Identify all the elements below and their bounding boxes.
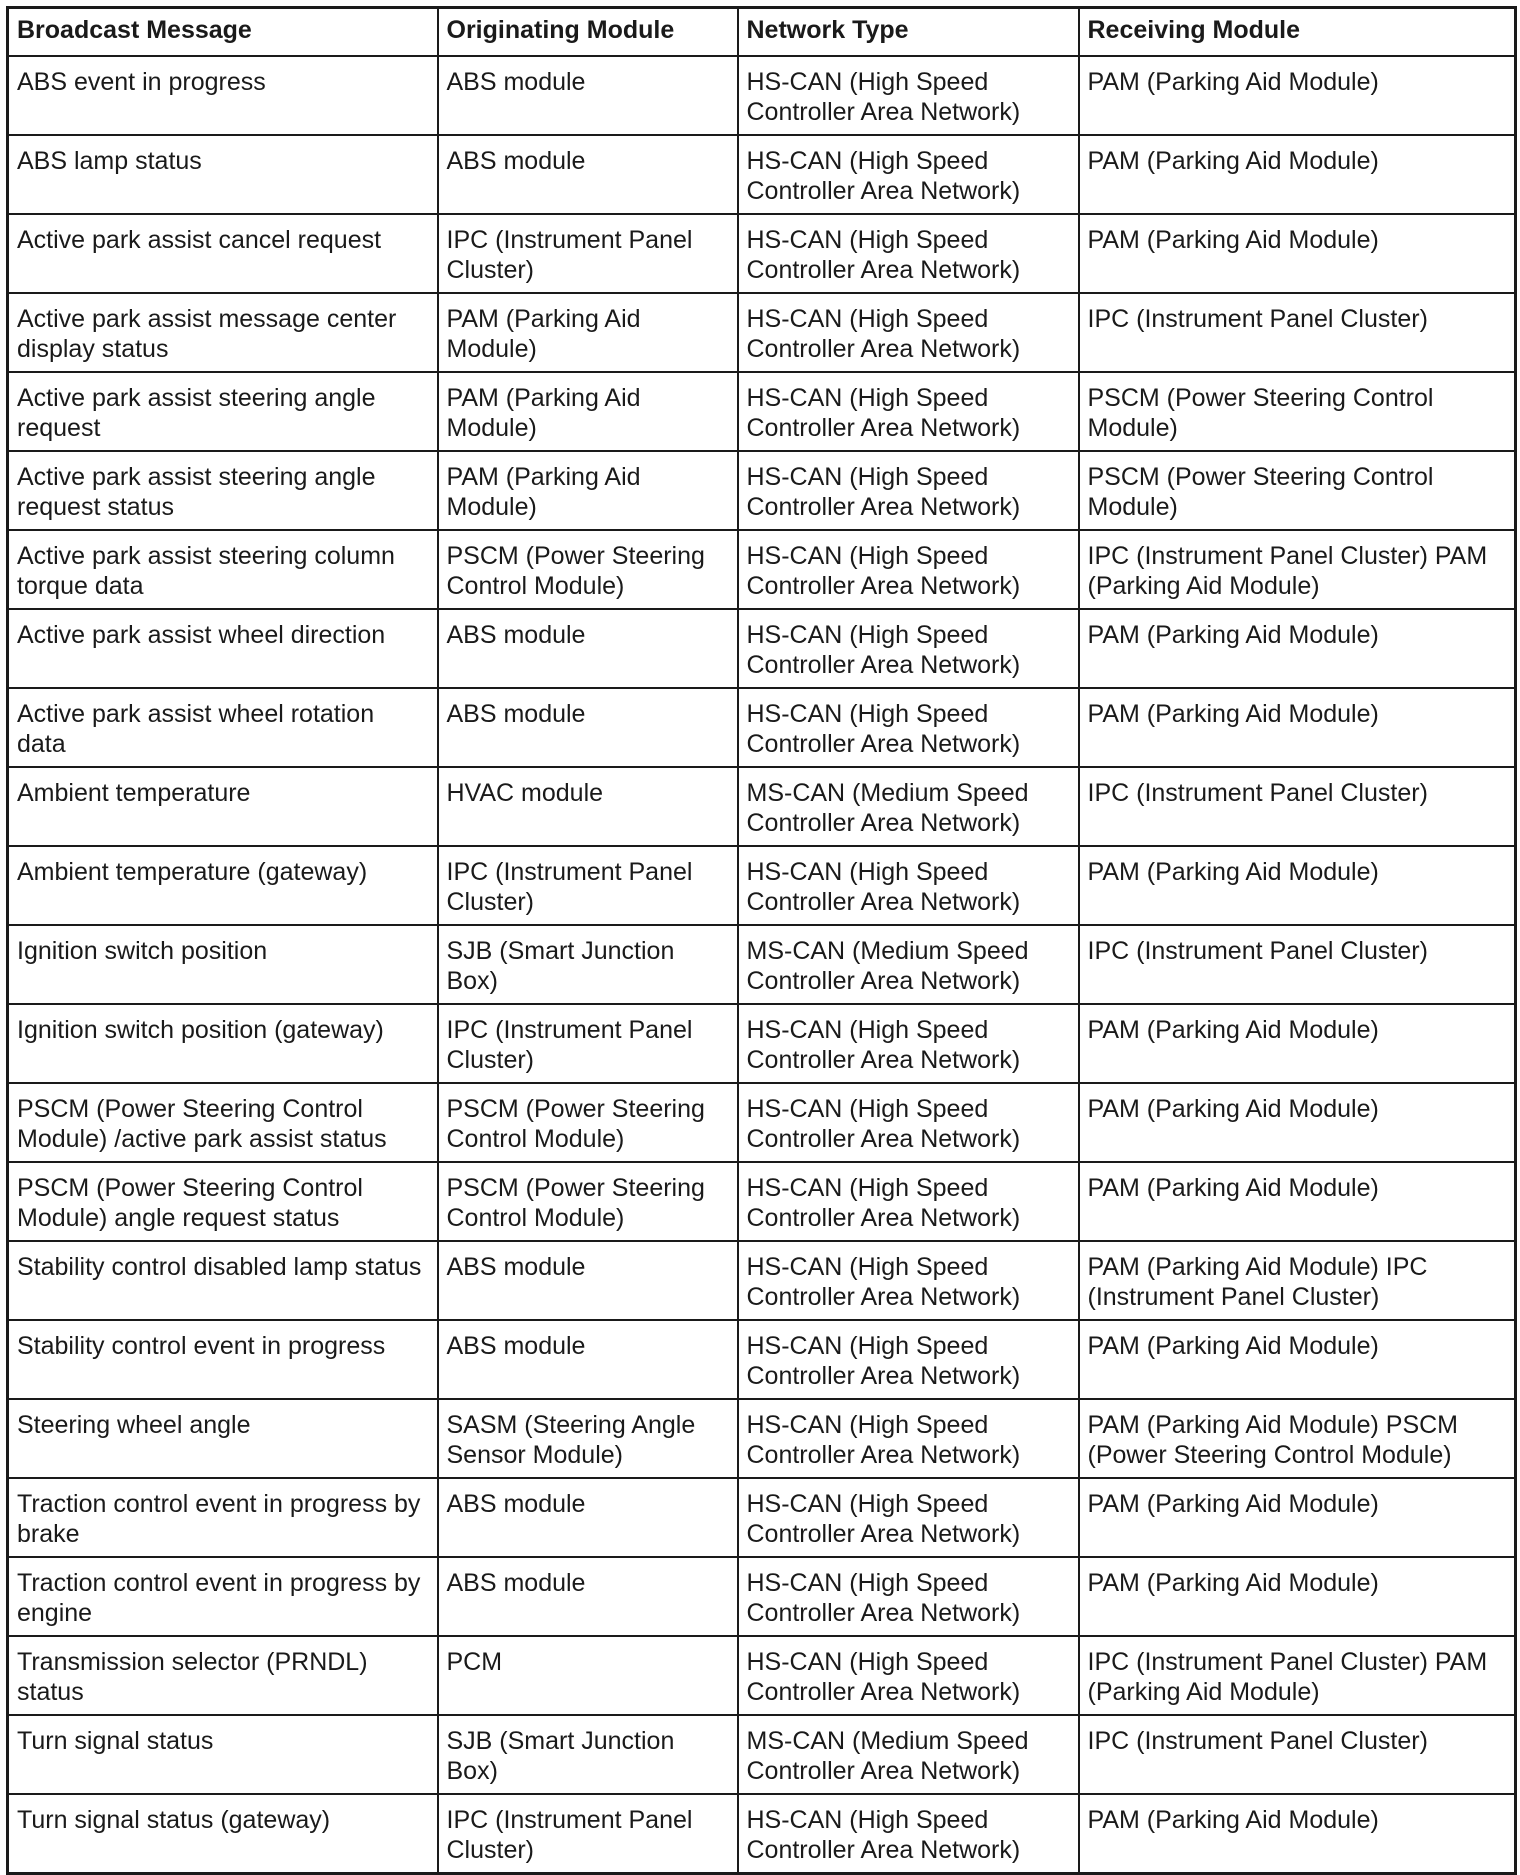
cell-network-type: HS-CAN (High Speed Controller Area Network) (738, 530, 1079, 609)
cell-originating-module: ABS module (438, 688, 738, 767)
cell-receiving-module: PAM (Parking Aid Module) (1079, 609, 1516, 688)
cell-originating-module: IPC (Instrument Panel Cluster) (438, 1794, 738, 1874)
broadcast-message-table (6, 6, 1517, 1875)
cell-receiving-module: PAM (Parking Aid Module) (1079, 1320, 1516, 1399)
table-row (8, 372, 1516, 451)
cell-network-type: MS-CAN (Medium Speed Controller Area Network) (738, 767, 1079, 846)
cell-network-type: HS-CAN (High Speed Controller Area Network) (738, 1241, 1079, 1320)
cell-receiving-module: PAM (Parking Aid Module) (1079, 688, 1516, 767)
cell-receiving-module: PAM (Parking Aid Module) (1079, 1794, 1516, 1874)
cell-broadcast-message: Turn signal status (8, 1715, 438, 1794)
table-row (8, 925, 1516, 1004)
cell-originating-module: SASM (Steering Angle Sensor Module) (438, 1399, 738, 1478)
cell-network-type: HS-CAN (High Speed Controller Area Network) (738, 688, 1079, 767)
cell-originating-module: ABS module (438, 56, 738, 135)
cell-broadcast-message: Stability control event in progress (8, 1320, 438, 1399)
cell-broadcast-message: Traction control event in progress by brake (8, 1478, 438, 1557)
cell-originating-module: IPC (Instrument Panel Cluster) (438, 1004, 738, 1083)
cell-network-type: HS-CAN (High Speed Controller Area Network) (738, 846, 1079, 925)
table-row (8, 530, 1516, 609)
header-row (8, 8, 1516, 57)
table-row (8, 56, 1516, 135)
table-row (8, 1399, 1516, 1478)
cell-receiving-module: PAM (Parking Aid Module) (1079, 1162, 1516, 1241)
header-network-type: Network Type (738, 8, 1079, 57)
cell-broadcast-message: Active park assist steering column torque data (8, 530, 438, 609)
table-row (8, 135, 1516, 214)
cell-broadcast-message: Ignition switch position (8, 925, 438, 1004)
cell-receiving-module: PAM (Parking Aid Module) (1079, 135, 1516, 214)
cell-receiving-module: PAM (Parking Aid Module) (1079, 1557, 1516, 1636)
cell-network-type: HS-CAN (High Speed Controller Area Network) (738, 1557, 1079, 1636)
cell-originating-module: IPC (Instrument Panel Cluster) (438, 214, 738, 293)
header-originating-module: Originating Module (438, 8, 738, 57)
broadcast-message-table-container (6, 6, 1514, 1864)
cell-originating-module: SJB (Smart Junction Box) (438, 925, 738, 1004)
header-receiving-module: Receiving Module (1079, 8, 1516, 57)
cell-originating-module: HVAC module (438, 767, 738, 846)
cell-originating-module: PSCM (Power Steering Control Module) (438, 530, 738, 609)
cell-broadcast-message: ABS event in progress (8, 56, 438, 135)
table-row (8, 451, 1516, 530)
cell-network-type: HS-CAN (High Speed Controller Area Network) (738, 372, 1079, 451)
cell-originating-module: ABS module (438, 1241, 738, 1320)
table-body (8, 56, 1516, 1874)
cell-network-type: HS-CAN (High Speed Controller Area Network) (738, 609, 1079, 688)
cell-receiving-module: IPC (Instrument Panel Cluster) PAM (Parking Aid Module) (1079, 1636, 1516, 1715)
table-row (8, 1320, 1516, 1399)
cell-network-type: HS-CAN (High Speed Controller Area Network) (738, 1478, 1079, 1557)
cell-receiving-module: PAM (Parking Aid Module) (1079, 1083, 1516, 1162)
cell-broadcast-message: Ambient temperature (8, 767, 438, 846)
cell-originating-module: PSCM (Power Steering Control Module) (438, 1162, 738, 1241)
table-header (8, 8, 1516, 57)
cell-originating-module: ABS module (438, 1557, 738, 1636)
cell-broadcast-message: Steering wheel angle (8, 1399, 438, 1478)
cell-broadcast-message: Stability control disabled lamp status (8, 1241, 438, 1320)
cell-network-type: MS-CAN (Medium Speed Controller Area Network) (738, 1715, 1079, 1794)
cell-originating-module: IPC (Instrument Panel Cluster) (438, 846, 738, 925)
cell-originating-module: SJB (Smart Junction Box) (438, 1715, 738, 1794)
cell-originating-module: ABS module (438, 1478, 738, 1557)
cell-receiving-module: PSCM (Power Steering Control Module) (1079, 372, 1516, 451)
cell-originating-module: ABS module (438, 135, 738, 214)
header-broadcast-message: Broadcast Message (8, 8, 438, 57)
cell-network-type: HS-CAN (High Speed Controller Area Network) (738, 214, 1079, 293)
cell-receiving-module: PAM (Parking Aid Module) IPC (Instrument Panel Cluster) (1079, 1241, 1516, 1320)
cell-originating-module: ABS module (438, 609, 738, 688)
table-row (8, 1241, 1516, 1320)
cell-network-type: HS-CAN (High Speed Controller Area Network) (738, 1636, 1079, 1715)
table-row (8, 214, 1516, 293)
cell-network-type: HS-CAN (High Speed Controller Area Network) (738, 1162, 1079, 1241)
table-row (8, 846, 1516, 925)
table-row (8, 1794, 1516, 1874)
cell-receiving-module: PSCM (Power Steering Control Module) (1079, 451, 1516, 530)
cell-broadcast-message: Transmission selector (PRNDL) status (8, 1636, 438, 1715)
cell-originating-module: PAM (Parking Aid Module) (438, 372, 738, 451)
table-row (8, 1162, 1516, 1241)
table-row (8, 1636, 1516, 1715)
cell-broadcast-message: Active park assist cancel request (8, 214, 438, 293)
cell-receiving-module: IPC (Instrument Panel Cluster) (1079, 293, 1516, 372)
cell-receiving-module: PAM (Parking Aid Module) (1079, 56, 1516, 135)
cell-network-type: HS-CAN (High Speed Controller Area Network) (738, 293, 1079, 372)
cell-originating-module: PSCM (Power Steering Control Module) (438, 1083, 738, 1162)
cell-receiving-module: IPC (Instrument Panel Cluster) (1079, 1715, 1516, 1794)
cell-network-type: HS-CAN (High Speed Controller Area Network) (738, 451, 1079, 530)
cell-broadcast-message: Active park assist message center display status (8, 293, 438, 372)
cell-originating-module: PAM (Parking Aid Module) (438, 451, 738, 530)
table-row (8, 1478, 1516, 1557)
table-row (8, 1004, 1516, 1083)
cell-network-type: HS-CAN (High Speed Controller Area Network) (738, 1083, 1079, 1162)
cell-broadcast-message: Traction control event in progress by engine (8, 1557, 438, 1636)
cell-broadcast-message: ABS lamp status (8, 135, 438, 214)
table-row (8, 609, 1516, 688)
cell-broadcast-message: PSCM (Power Steering Control Module) angle request status (8, 1162, 438, 1241)
cell-receiving-module: IPC (Instrument Panel Cluster) PAM (Parking Aid Module) (1079, 530, 1516, 609)
cell-originating-module: PCM (438, 1636, 738, 1715)
cell-originating-module: ABS module (438, 1320, 738, 1399)
table-row (8, 1083, 1516, 1162)
cell-broadcast-message: Turn signal status (gateway) (8, 1794, 438, 1874)
cell-broadcast-message: Active park assist wheel rotation data (8, 688, 438, 767)
cell-network-type: HS-CAN (High Speed Controller Area Network) (738, 1399, 1079, 1478)
cell-receiving-module: IPC (Instrument Panel Cluster) (1079, 925, 1516, 1004)
cell-broadcast-message: PSCM (Power Steering Control Module) /active park assist status (8, 1083, 438, 1162)
cell-broadcast-message: Active park assist wheel direction (8, 609, 438, 688)
table-row (8, 1715, 1516, 1794)
cell-receiving-module: PAM (Parking Aid Module) (1079, 1004, 1516, 1083)
cell-network-type: HS-CAN (High Speed Controller Area Network) (738, 135, 1079, 214)
table-row (8, 767, 1516, 846)
cell-receiving-module: PAM (Parking Aid Module) (1079, 1478, 1516, 1557)
cell-network-type: HS-CAN (High Speed Controller Area Network) (738, 56, 1079, 135)
cell-originating-module: PAM (Parking Aid Module) (438, 293, 738, 372)
cell-broadcast-message: Active park assist steering angle request (8, 372, 438, 451)
cell-broadcast-message: Active park assist steering angle request status (8, 451, 438, 530)
cell-network-type: MS-CAN (Medium Speed Controller Area Network) (738, 925, 1079, 1004)
cell-receiving-module: PAM (Parking Aid Module) PSCM (Power Steering Control Module) (1079, 1399, 1516, 1478)
cell-network-type: HS-CAN (High Speed Controller Area Network) (738, 1794, 1079, 1874)
table-row (8, 1557, 1516, 1636)
cell-network-type: HS-CAN (High Speed Controller Area Network) (738, 1004, 1079, 1083)
cell-broadcast-message: Ambient temperature (gateway) (8, 846, 438, 925)
cell-receiving-module: PAM (Parking Aid Module) (1079, 846, 1516, 925)
cell-broadcast-message: Ignition switch position (gateway) (8, 1004, 438, 1083)
cell-receiving-module: IPC (Instrument Panel Cluster) (1079, 767, 1516, 846)
table-row (8, 688, 1516, 767)
cell-receiving-module: PAM (Parking Aid Module) (1079, 214, 1516, 293)
cell-network-type: HS-CAN (High Speed Controller Area Network) (738, 1320, 1079, 1399)
table-row (8, 293, 1516, 372)
